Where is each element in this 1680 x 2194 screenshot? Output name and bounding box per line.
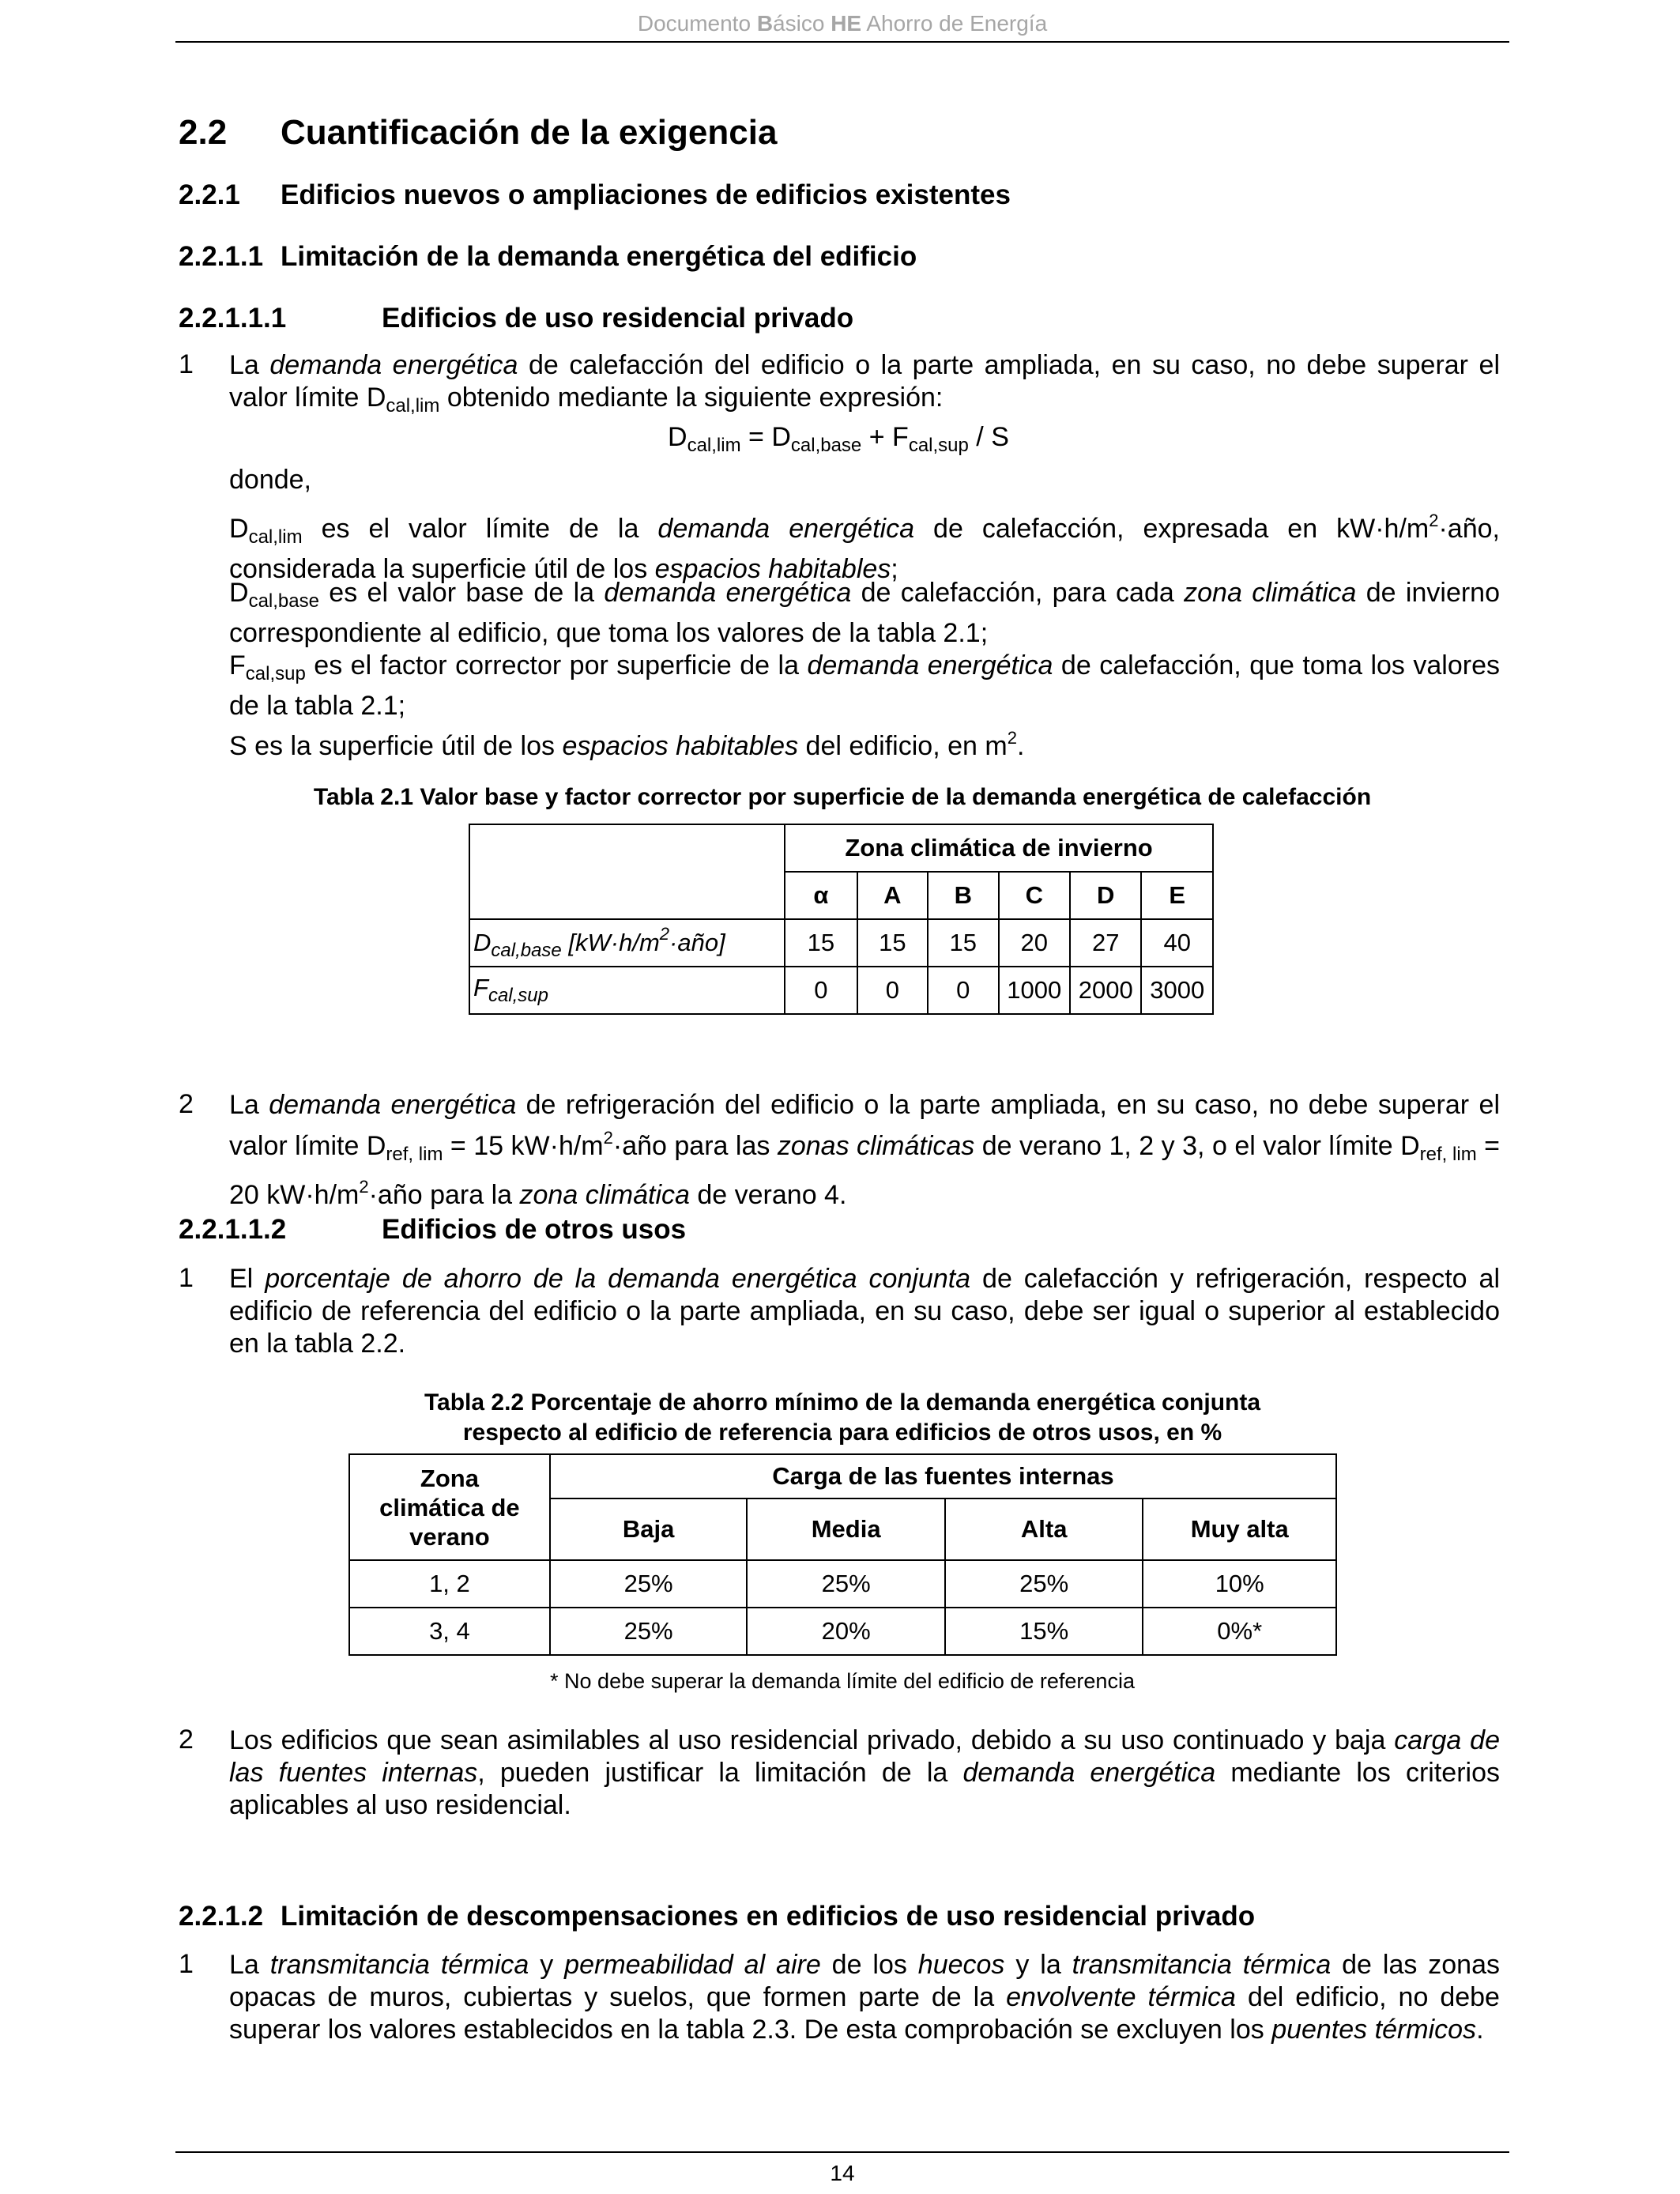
table-2-2-caption: Tabla 2.2 Porcentaje de ahorro mínimo de la demanda energética conjunta respecto al edificio de referencia para edificios de otros usos, en % [424, 1389, 1261, 1446]
row-label-fcal-sup: $F_{cal,sup}$ [469, 967, 785, 1014]
table-cell: 15% [945, 1608, 1143, 1655]
table-cell: 15 [857, 919, 928, 967]
zone-header: E [1141, 872, 1213, 919]
table-row [469, 919, 1213, 967]
paragraph-number: 1 [179, 1949, 194, 1979]
table-cell: 27 [1070, 919, 1141, 967]
paragraph-otros-2: Los edificios que sean asimilables al uso residencial privado, debido a su uso continuado y baja carga de las fuentes internas, pueden justificar la limitación de la demanda energética mediante los criterios aplicables al uso residencial. [229, 1725, 1500, 1820]
table-2-2-note: * No debe superar la demanda límite del edificio de referencia [550, 1669, 1135, 1693]
paragraph-number: 2 [179, 1725, 194, 1755]
table-cell: 0%* [1143, 1608, 1336, 1655]
zone-header: C [999, 872, 1070, 919]
paragraph-number: 2 [179, 1089, 194, 1119]
section-2-2-1-1-2-title: Edificios de otros usos [382, 1214, 687, 1245]
section-2-2-1-1-title: Limitación de la demanda energética del edificio [281, 241, 917, 272]
paragraph-descompensaciones-1: La transmitancia térmica y permeabilidad al aire de los huecos y la transmitancia térmica de las zonas opacas de muros, cubiertas y suelos, que formen parte de la envolvente térmica del edificio, no debe superar los valores establecidos en la tabla 2.3. De esta comprobación se excluyen los puentes térmicos. [229, 1950, 1500, 2045]
table-cell: 15 [928, 919, 998, 967]
row-label-dcal-base: $D_{cal,base}$ $[kW\cdot h/m^2\cdot año]$ [469, 919, 785, 967]
column-header-baja: Baja [550, 1498, 748, 1560]
table-row [469, 967, 1213, 1014]
table-cell: 1000 [999, 967, 1070, 1014]
paragraph-number: 1 [179, 349, 194, 379]
section-2-2-1-1-2-number: 2.2.1.1.2 [179, 1214, 287, 1245]
page-number: 14 [830, 2161, 855, 2185]
column-header-media: Media [747, 1498, 945, 1560]
zone-header: D [1070, 872, 1141, 919]
donde-label: donde, [229, 465, 311, 495]
section-2-2-number: 2.2 [179, 113, 228, 152]
header-rule [175, 41, 1509, 43]
table-cell: 15 [785, 919, 857, 967]
section-2-2-1-2-title: Limitación de descompensaciones en edificios de uso residencial privado [281, 1901, 1256, 1932]
definition-fcal-sup: $F_{cal,sup}$ es el factor corrector por superficie de la demanda energética de calefacción, que toma los valores de la tabla 2.1; [229, 650, 1500, 721]
table-2-2-zone-header: Zona climática de verano [349, 1454, 550, 1560]
column-header-alta: Alta [945, 1498, 1143, 1560]
table-row [349, 1608, 1336, 1655]
running-header: Documento Básico HE Ahorro de Energía [637, 11, 1048, 36]
table-cell: 3, 4 [349, 1608, 550, 1655]
table-cell: 20 [999, 919, 1070, 967]
section-2-2-1-1-number: 2.2.1.1 [179, 241, 264, 272]
zone-header: A [857, 872, 928, 919]
zone-header: B [928, 872, 998, 919]
table-cell: 25% [747, 1560, 945, 1608]
paragraph-residential-2: La demanda energética de refrigeración del edificio o la parte ampliada, en su caso, no debe superar el valor límite $D_{ref, lim} = 15$ $kW\cdot h/m^2\cdot año$ para las zonas climáticas de verano 1, 2 y 3, o el valor límite $D_{ref, lim} = 20$ $kW\cdot h/m^2\cdot año$ para la zona climática de verano 4. [229, 1090, 1501, 1210]
table-cell: 3000 [1141, 967, 1213, 1014]
table-cell: 2000 [1070, 967, 1141, 1014]
section-2-2-1-2-number: 2.2.1.2 [179, 1901, 264, 1932]
paragraph-otros-1: El porcentaje de ahorro de la demanda energética conjunta de calefacción y refrigeración, respecto al edificio de referencia del edificio o la parte ampliada, en su caso, debe ser igual o superior al establecido en la tabla 2.2. [229, 1264, 1500, 1359]
table-cell: 25% [550, 1608, 748, 1655]
table-2-2-group-header: Carga de las fuentes internas [550, 1454, 1336, 1498]
table-cell: 40 [1141, 919, 1213, 967]
table-2-1-group-header: Zona climática de invierno [785, 824, 1213, 872]
definition-dcal-lim: $D_{cal,lim}$ es el valor límite de la demanda energética de calefacción, expresada en $kW\cdot h/m^2\cdot año$, considerada la superficie útil de los espacios habitables; [229, 511, 1500, 584]
table-2-1 [469, 824, 1214, 1015]
table-cell: 0 [928, 967, 998, 1014]
definition-dcal-base: $D_{cal,base}$ es el valor base de la demanda energética de calefacción, para cada zona climática de invierno correspondiente al edificio, que toma los valores de la tabla 2.1; [229, 578, 1500, 648]
table-row [349, 1560, 1336, 1608]
table-2-2 [348, 1453, 1337, 1656]
formula: $D_{cal,lim} = D_{cal,base} + F_{cal,sup} / S$ [668, 422, 1009, 456]
table-cell: 25% [550, 1560, 748, 1608]
table-cell: 25% [945, 1560, 1143, 1608]
definition-s: S es la superficie útil de los espacios habitables del edificio, en $m^2$. [229, 728, 1025, 761]
zone-header: α [785, 872, 857, 919]
section-2-2-1-1-1-number: 2.2.1.1.1 [179, 303, 287, 334]
section-2-2-1-1-1-title: Edificios de uso residencial privado [382, 303, 854, 334]
section-2-2-1-title: Edificios nuevos o ampliaciones de edificios existentes [281, 179, 1011, 210]
table-cell: 0 [785, 967, 857, 1014]
table-2-1-caption: Tabla 2.1 Valor base y factor corrector por superficie de la demanda energética de calefacción [313, 784, 1372, 810]
table-cell: 0 [857, 967, 928, 1014]
paragraph-number: 1 [179, 1263, 194, 1293]
table-cell: 1, 2 [349, 1560, 550, 1608]
section-2-2-1-number: 2.2.1 [179, 179, 240, 210]
table-2-1-corner [469, 824, 785, 919]
table-cell: 20% [747, 1608, 945, 1655]
column-header-muy-alta: Muy alta [1143, 1498, 1336, 1560]
paragraph-residential-1: La demanda energética de calefacción del edificio o la parte ampliada, en su caso, no debe superar el valor límite $D_{cal,lim}$ obtenido mediante la siguiente expresión: [229, 350, 1500, 417]
section-2-2-title: Cuantificación de la exigencia [281, 113, 778, 152]
table-cell: 10% [1143, 1560, 1336, 1608]
footer-rule [175, 2151, 1509, 2153]
